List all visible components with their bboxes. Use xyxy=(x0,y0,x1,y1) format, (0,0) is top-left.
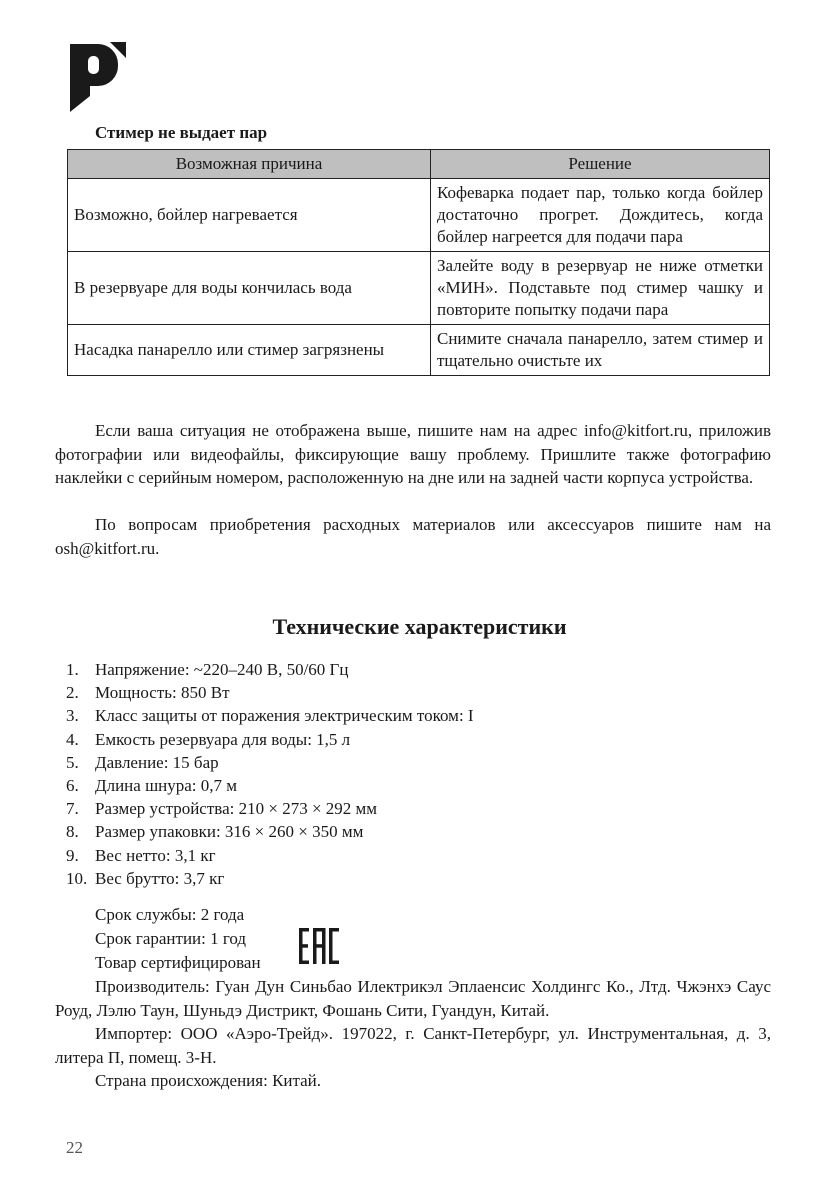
solution-cell: Снимите сначала панарелло, затем стимер и тщательно очистьте их xyxy=(431,325,770,376)
solution-cell: Залейте воду в резервуар не ниже отметки «МИН». Подставьте под стимер чашку и повторите попытку подачи пара xyxy=(431,252,770,325)
cause-cell: В резервуаре для воды кончилась вода xyxy=(68,252,431,325)
table-row xyxy=(68,325,770,376)
service-life: Срок службы: 2 года xyxy=(95,905,245,924)
table-row xyxy=(68,252,770,325)
list-item: 9. Вес нетто: 3,1 кг xyxy=(66,845,216,865)
list-item: 4. Емкость резервуара для воды: 1,5 л xyxy=(66,729,351,749)
troubleshooting-table xyxy=(67,149,770,376)
list-item: 8. Размер упаковки: 316 × 260 × 350 мм xyxy=(66,822,364,842)
kitfort-p-logo-icon xyxy=(66,40,128,112)
contact-paragraph: Если ваша ситуация не отображена выше, пишите нам на адрес info@kitfort.ru, приложив фотографии или видеофайлы, фиксирующие вашу проблему. Пришлите также фотографию наклейки с серийным номером, расположенную на дне или на задней части корпуса устройства. xyxy=(55,421,771,487)
specifications-title: Технические характеристики xyxy=(272,614,567,639)
importer: Импортер: ООО «Аэро-Трейд». 197022, г. Санкт-Петербург, ул. Инструментальная, д. 3, литера П, помещ. 3-Н. xyxy=(55,1024,771,1067)
specifications-list xyxy=(66,658,474,890)
list-item: 1. Напряжение: ~220–240 В, 50/60 Гц xyxy=(66,660,349,679)
manufacturer: Производитель: Гуан Дун Синьбао Илектрикэл Эплаенсис Холдингс Ко., Лтд. Чжэнхэ Саус Роуд, Лэлю Таун, Шуньдэ Дистрикт, Фошань Сити, Гуандун, Китай. xyxy=(55,977,771,1020)
accessories-paragraph: По вопросам приобретения расходных материалов или аксессуаров пишите нам на osh@kitfort.ru. xyxy=(55,515,771,558)
table-header-row xyxy=(68,150,770,179)
certified: Товар сертифицирован xyxy=(95,953,261,972)
troubleshooting-title: Стимер не выдает пар xyxy=(95,123,268,142)
warranty: Срок гарантии: 1 год xyxy=(95,929,247,948)
list-item: 10. Вес брутто: 3,7 кг xyxy=(66,868,225,888)
list-item: 6. Длина шнура: 0,7 м xyxy=(66,776,238,796)
table-row xyxy=(68,179,770,252)
cause-cell: Насадка панарелло или стимер загрязнены xyxy=(68,325,431,376)
list-item: 2. Мощность: 850 Вт xyxy=(66,683,230,703)
solution-cell: Кофеварка подает пар, только когда бойлер достаточно прогрет. Дождитесь, когда бойлер нагреется для подачи пара xyxy=(431,179,770,252)
page-number: 22 xyxy=(66,1138,83,1157)
eac-mark-icon xyxy=(298,926,340,966)
list-item: 3. Класс защиты от поражения электрическим током: I xyxy=(66,706,474,726)
list-item: 5. Давление: 15 бар xyxy=(66,752,219,772)
header-cause: Возможная причина xyxy=(68,150,431,179)
cause-cell: Возможно, бойлер нагревается xyxy=(68,179,431,252)
header-solution: Решение xyxy=(431,150,770,179)
origin-country: Страна происхождения: Китай. xyxy=(95,1071,322,1090)
list-item: 7. Размер устройства: 210 × 273 × 292 мм xyxy=(66,799,378,819)
